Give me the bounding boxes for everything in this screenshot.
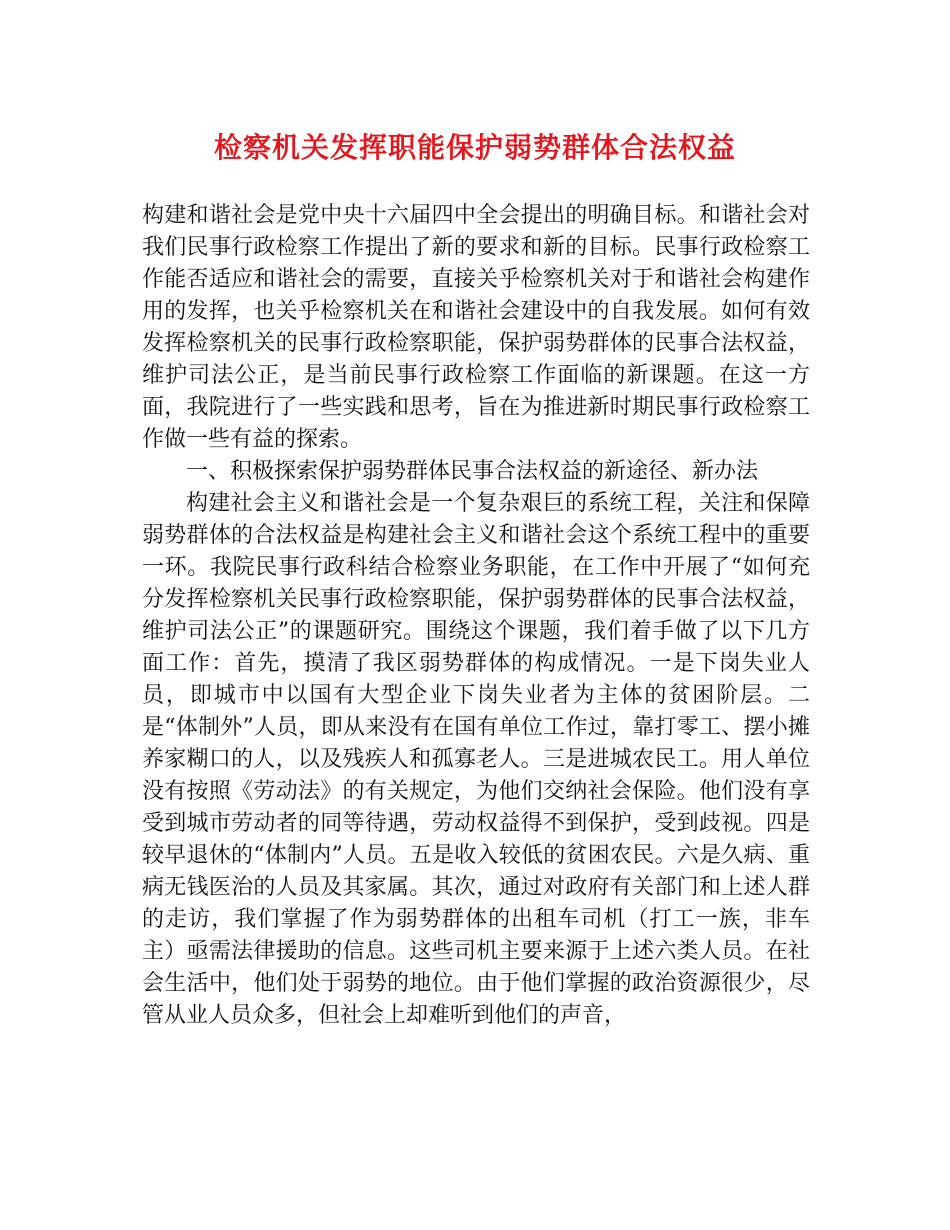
document-title: 检察机关发挥职能保护弱势群体合法权益 xyxy=(213,131,736,164)
section-heading: 一、积极探索保护弱势群体民事合法权益的新途径、新办法 xyxy=(186,459,759,484)
paragraph-section-one: 构建社会主义和谐社会是一个复杂艰巨的系统工程，关注和保障弱势群体的合法权益是构建社会主义和谐社会这个系统工程中的重要一环。我院民事行政科结合检察业务职能，在工作中开展了“如何充分发挥检察机关民事行政检察职能，保护弱势群体的民事合法权益，维护司法公正”的课题研究。围绕这个课题，我们着手做了以下几方面工作：首先，摸清了我区弱势群体的构成情况。一是下岗失业人员，即城市中以国有大型企业下岗失业者为主体的贫困阶层。二是“体制外”人员，即从来没有在国有单位工作过，靠打零工、摆小摊养家糊口的人，以及残疾人和孤寡老人。三是进城农民工。用人单位没有按照《劳动法》的有关规定，为他们交纳社会保险。他们没有享受到城市劳动者的同等待遇，劳动权益得不到保护，受到歧视。四是较早退休的“体制内”人员。五是收入较低的贫困农民。六是久病、重病无钱医治的人员及其家属。其次，通过对政府有关部门和上述人群的走访，我们掌握了作为弱势群体的出租车司机（打工一族，非车主）亟需法律援助的信息。这些司机主要来源于上述六类人员。在社会生活中，他们处于弱势的地位。由于他们掌握的政治资源很少，尽管从业人员众多，但社会上却难听到他们的声音， xyxy=(142,491,810,1028)
paragraph-intro: 构建和谐社会是党中央十六届四中全会提出的明确目标。和谐社会对我们民事行政检察工作提出了新的要求和新的目标。民事行政检察工作能否适应和谐社会的需要，直接关乎检察机关对于和谐社会构建作用的发挥，也关乎检察机关在和谐社会建设中的自我发展。如何有效发挥检察机关的民事行政检察职能，保护弱势群体的民事合法权益，维护司法公正，是当前民事行政检察工作面临的新课题。在这一方面，我院进行了一些实践和思考，旨在为推进新时期民事行政检察工作做一些有益的探索。 xyxy=(142,203,810,452)
document-body xyxy=(142,200,810,1032)
